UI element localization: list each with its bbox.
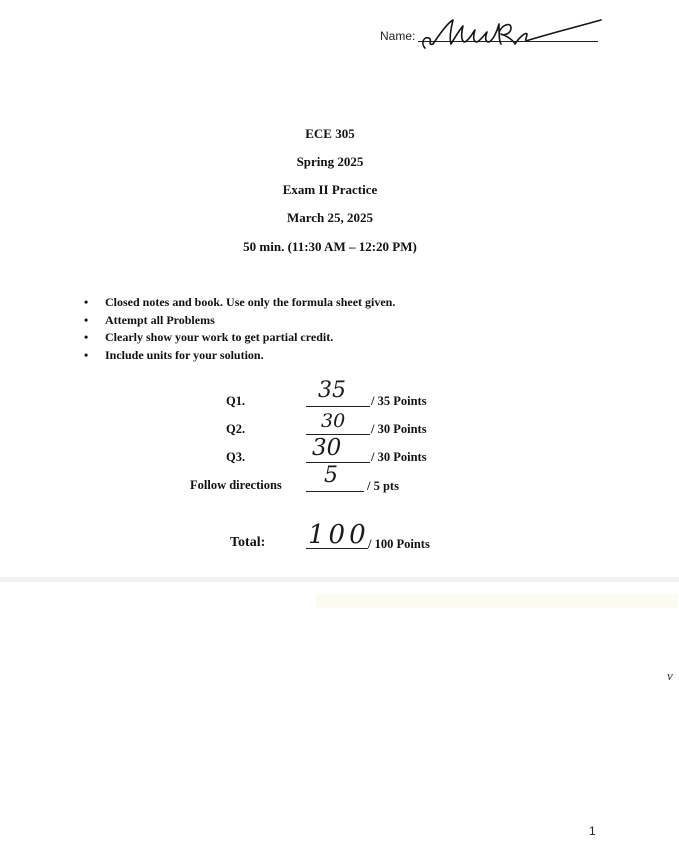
q1-score-blank: [306, 406, 370, 407]
instruction-text: Attempt all Problems: [105, 312, 215, 327]
highlight-band: [316, 594, 678, 608]
total-score-blank: [306, 548, 368, 549]
follow-directions-handwritten-score: 5: [324, 463, 338, 488]
semester: Spring 2025: [296, 154, 364, 169]
name-label: Name:: [380, 29, 416, 43]
q2-handwritten-score: 30: [321, 410, 346, 432]
q3-score-blank: [306, 462, 370, 463]
bullet-icon: •: [84, 295, 89, 309]
q1-handwritten-score: 35: [318, 378, 346, 403]
q3-label: Q3.: [226, 450, 246, 464]
q1-label: Q1.: [226, 394, 246, 408]
exam-title: Exam II Practice: [282, 182, 378, 197]
follow-directions-label: Follow directions: [190, 478, 282, 492]
course-title: ECE 305: [305, 126, 355, 141]
bullet-icon: •: [84, 347, 89, 362]
q2-points: / 30 Points: [371, 422, 427, 436]
q3-handwritten-score: 30: [312, 435, 342, 461]
q1-points: / 35 Points: [371, 394, 427, 408]
instruction-item: [84, 312, 395, 330]
total-label: Total:: [230, 535, 266, 550]
follow-directions-points: / 5 pts: [367, 479, 399, 493]
instruction-item: [84, 294, 395, 312]
margin-mark: v: [667, 668, 673, 683]
exam-date: March 25, 2025: [286, 210, 374, 225]
page-number: 1: [589, 824, 596, 838]
instruction-text: Include units for your solution.: [105, 347, 264, 362]
q3-points: / 30 Points: [371, 450, 427, 464]
bullet-icon: •: [84, 330, 89, 344]
q2-label: Q2.: [226, 422, 246, 436]
page-separator: [0, 577, 679, 582]
bullet-icon: •: [84, 312, 89, 327]
exam-time: 50 min. (11:30 AM – 12:20 PM): [243, 239, 417, 254]
instruction-item: [84, 347, 395, 365]
instruction-text: Clearly show your work to get partial credit.: [105, 330, 334, 344]
instruction-text: Closed notes and book. Use only the formula sheet given.: [105, 295, 396, 309]
handwritten-signature: [415, 14, 605, 54]
total-handwritten-score: 100: [308, 520, 370, 550]
follow-directions-blank: [306, 491, 364, 492]
total-points: / 100 Points: [368, 537, 430, 551]
instruction-list: [84, 294, 395, 364]
instruction-item: [84, 329, 395, 347]
